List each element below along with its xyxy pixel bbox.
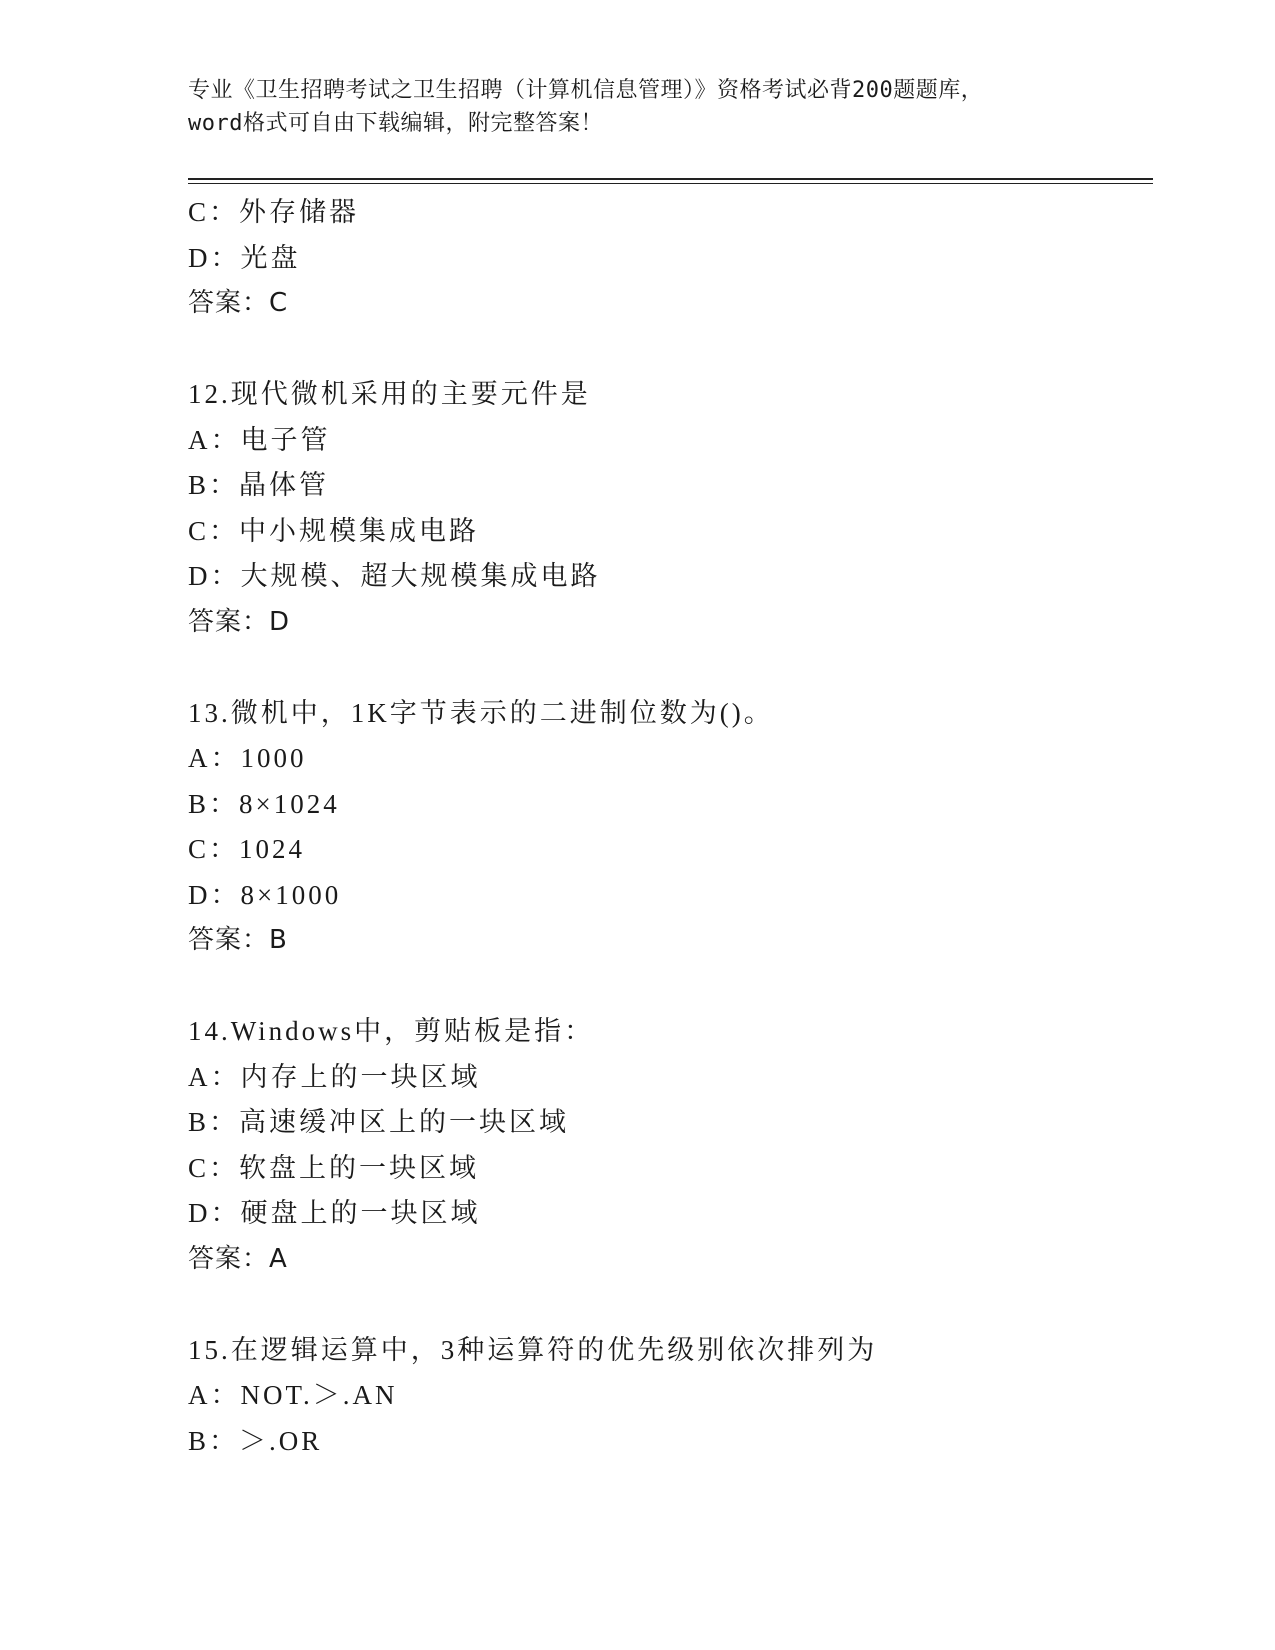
option-a: A：1000 [188,743,307,773]
option-d: D：大规模、超大规模集成电路 [188,561,601,591]
option-b: B：8×1024 [188,788,340,819]
question-spacer [188,1282,1148,1328]
question-stem: 13.微机中，1K字节表示的二进制位数为()。 [188,697,774,728]
option-a: A：电子管 [188,424,331,455]
question-block-14 [188,1009,1148,1282]
answer-line: 答案：C [188,288,289,318]
option-c: C：外存储器 [188,197,360,227]
question-spacer [188,645,1148,691]
option-a: A：内存上的一块区域 [188,1061,481,1092]
option-c: C：软盘上的一块区域 [188,1152,480,1183]
header-divider-thick [188,178,1153,180]
header-line-2: word格式可自由下载编辑，附完整答案！ [188,111,603,136]
header-divider-thin [188,183,1153,184]
question-list [188,190,1148,1464]
option-d: D：光盘 [188,242,301,273]
question-block-12 [188,372,1148,645]
answer-line: 答案：A [188,1243,288,1274]
question-block-partial [188,190,1148,327]
question-spacer [188,327,1148,373]
answer-line: 答案：D [188,606,291,637]
option-a: A：NOT.＞.AN [188,1380,398,1410]
document-header [188,74,1088,140]
option-b: B：高速缓冲区上的一块区域 [188,1107,570,1137]
header-line-1: 专业《卫生招聘考试之卫生招聘（计算机信息管理）》资格考试必背200题题库， [188,78,984,103]
option-c: C：中小规模集成电路 [188,515,480,546]
question-spacer [188,964,1148,1010]
option-c: C：1024 [188,834,306,864]
option-d: D：8×1000 [188,879,342,910]
question-stem: 15.在逻辑运算中，3种运算符的优先级别依次排列为 [188,1334,878,1365]
option-d: D：硬盘上的一块区域 [188,1198,481,1228]
option-b: B：＞.OR [188,1425,323,1456]
question-block-13 [188,691,1148,964]
question-stem: 14.Windows中，剪贴板是指： [188,1016,595,1046]
question-stem: 12.现代微机采用的主要元件是 [188,379,591,409]
option-b: B：晶体管 [188,470,330,500]
question-block-15 [188,1328,1148,1465]
answer-line: 答案：B [188,925,288,955]
